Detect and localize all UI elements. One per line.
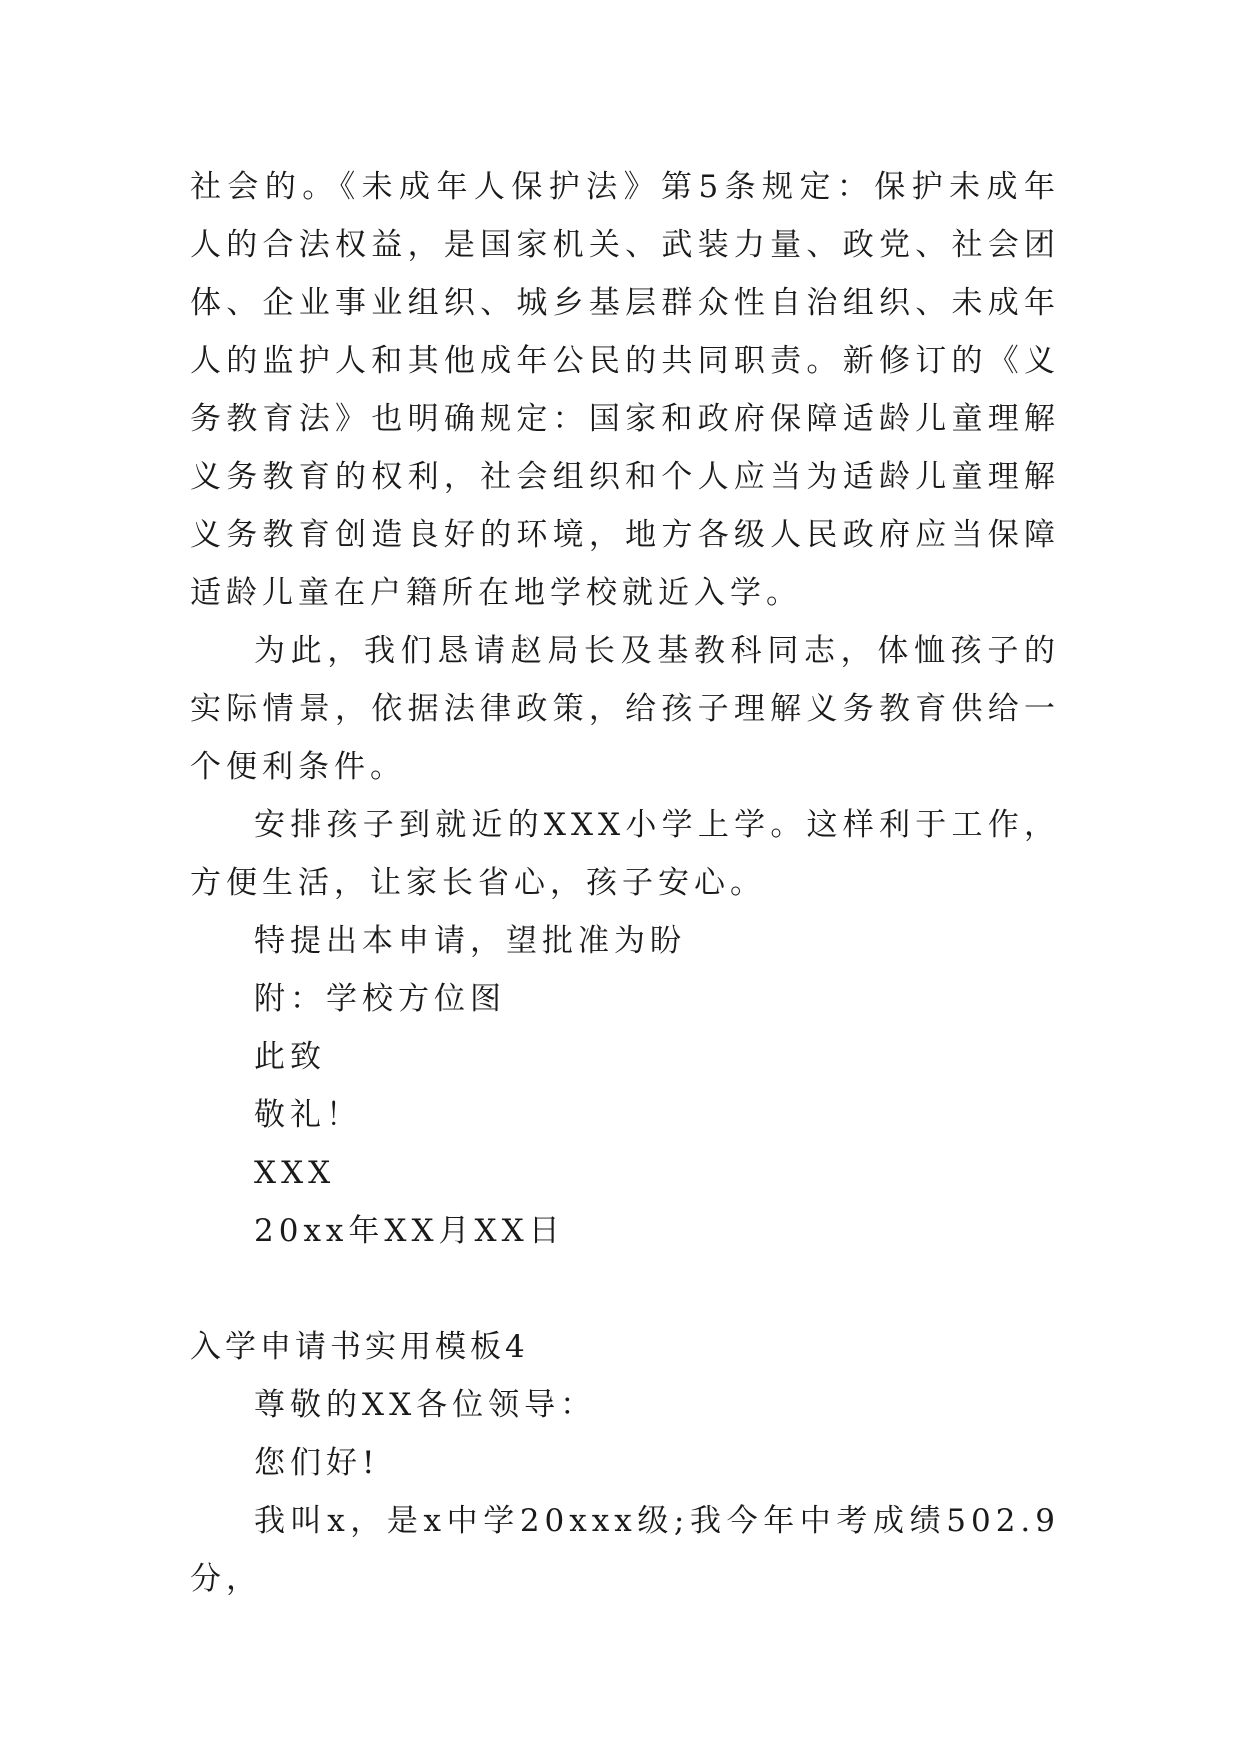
paragraph-attachment: 附：学校方位图 (254, 981, 506, 1017)
section-heading: 入学申请书实用模板4 (190, 1329, 529, 1365)
closing-cizhi: 此致 (254, 1039, 326, 1075)
closing-jingli: 敬礼！ (254, 1097, 362, 1133)
paragraph-submission: 特提出本申请，望批准为盼 (254, 923, 686, 959)
signature-date: 20xx年XX月XX日 (254, 1213, 565, 1249)
paragraph-arrangement: 安排孩子到就近的XXX小学上学。这样利于工作，方便生活，让家长省心，孩子安心。 (190, 807, 1060, 901)
salutation: 尊敬的XX各位领导： (254, 1387, 597, 1423)
paragraph-introduction: 我叫x，是x中学20xxx级;我今年中考成绩502.9分， (190, 1503, 1060, 1597)
paragraph-request: 为此，我们恳请赵局长及基教科同志，体恤孩子的实际情景，依据法律政策，给孩子理解义务教育供给一个便利条件。 (190, 633, 1060, 785)
paragraph-law-citation: 社会的。《未成年人保护法》第5条规定：保护未成年人的合法权益，是国家机关、武装力量、政党、社会团体、企业事业组织、城乡基层群众性自治组织、未成年人的监护人和其他成年公民的共同职责。新修订的《义务教育法》也明确规定：国家和政府保障适龄儿童理解义务教育的权利，社会组织和个人应当为适龄儿童理解义务教育创造良好的环境，地方各级人民政府应当保障适龄儿童在户籍所在地学校就近入学。 (190, 169, 1060, 611)
greeting: 您们好! (254, 1445, 380, 1481)
section-gap (190, 1260, 1060, 1318)
document-body (190, 158, 1060, 1608)
signature-name: XXX (254, 1155, 336, 1191)
